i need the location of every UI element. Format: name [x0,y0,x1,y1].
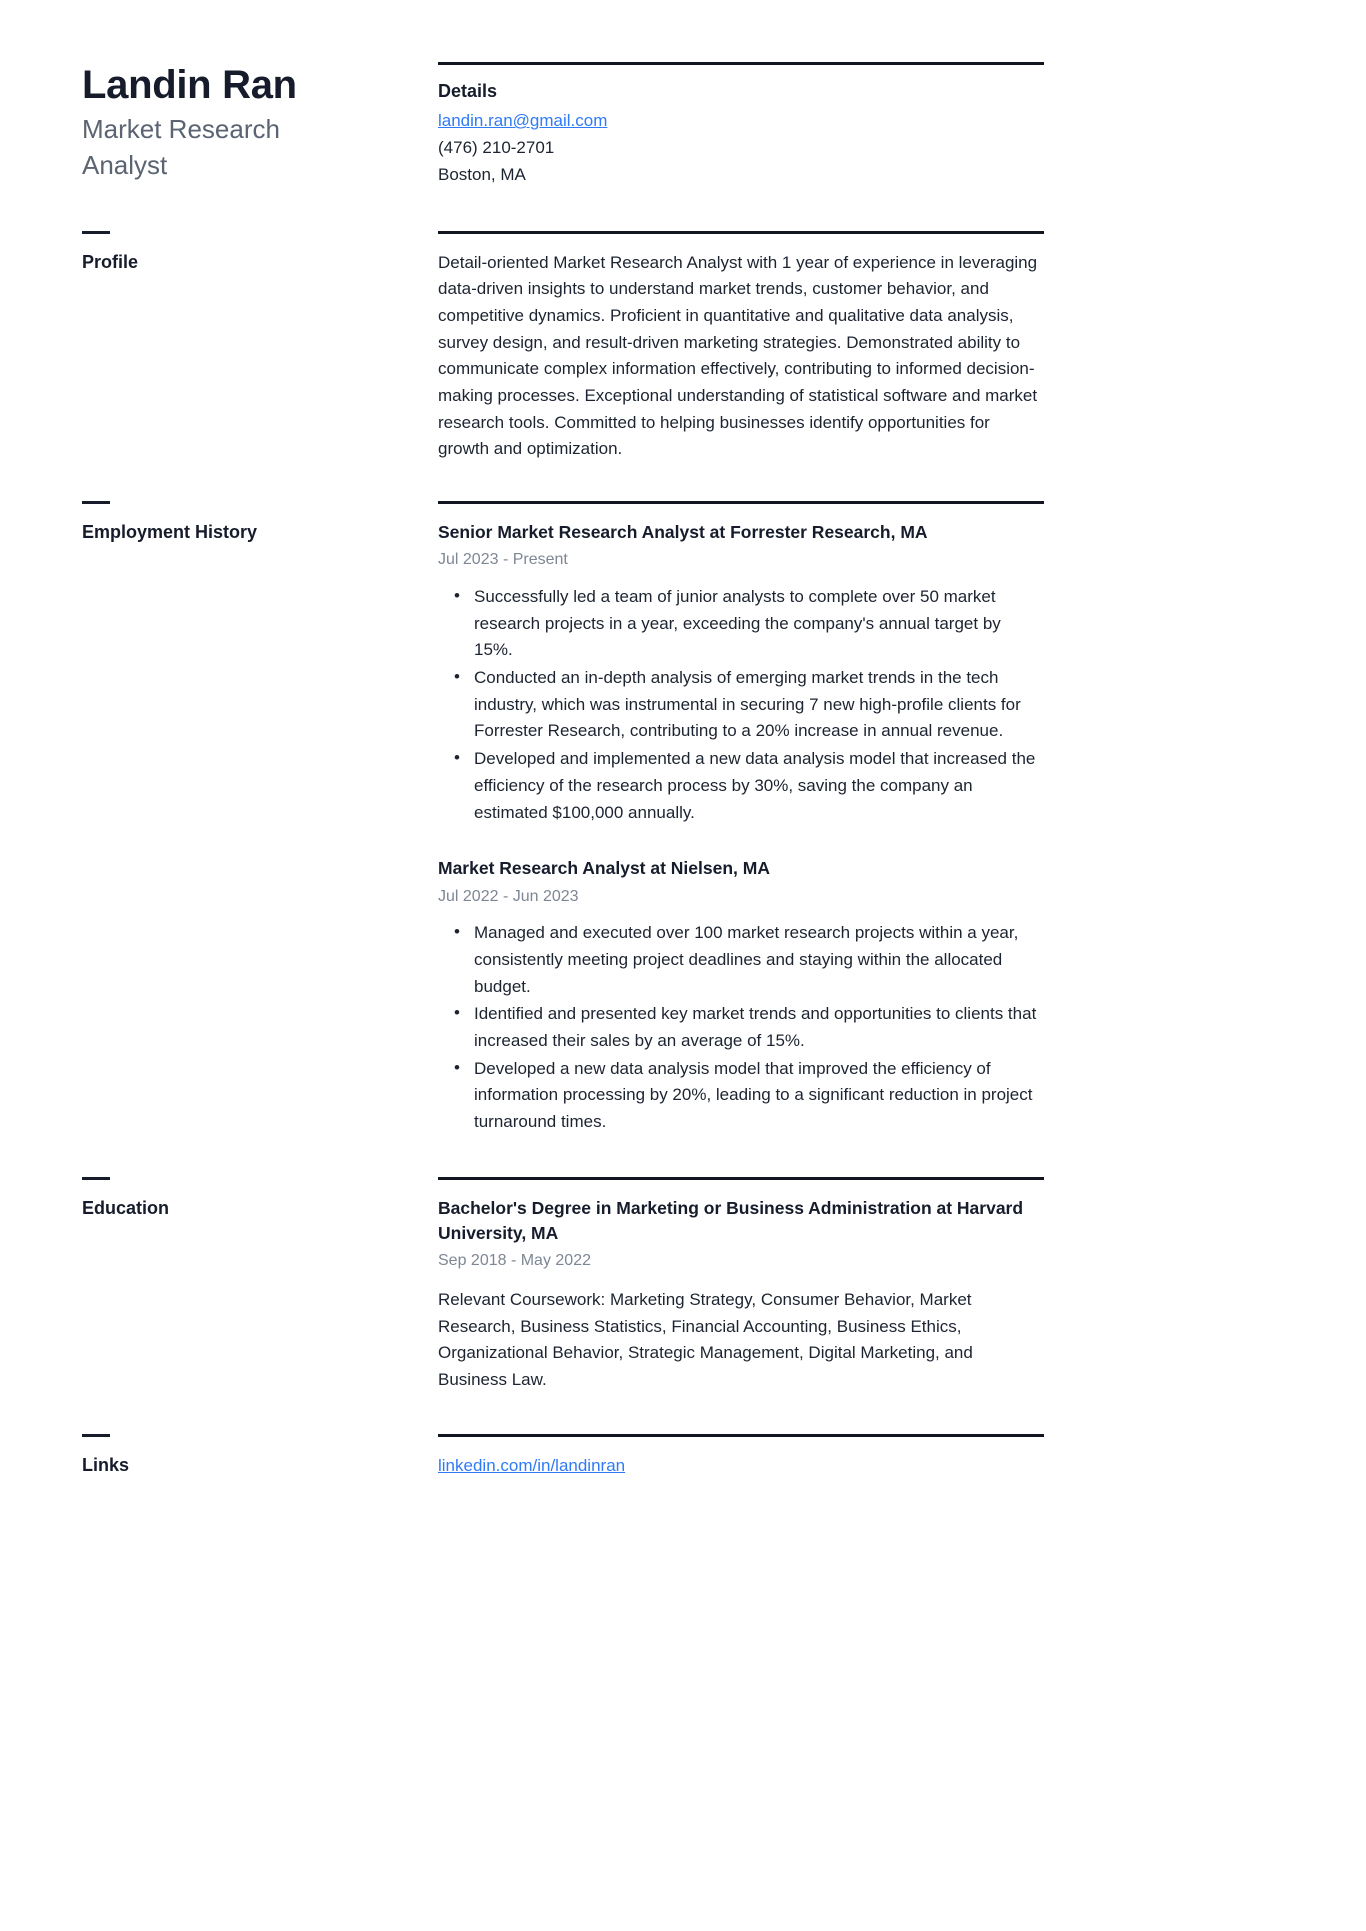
details-column [438,62,1044,189]
employment-entry [438,856,1044,1135]
section-dash-icon [82,1434,110,1437]
employment-date: Jul 2023 - Present [438,551,568,569]
employment-title: Market Research Analyst at Nielsen, MA [438,858,770,879]
employment-entry [438,520,1044,826]
details-email-row [438,108,1044,135]
page-title: Landin Ran [82,63,297,107]
sidebar-item-employment-history: Employment History [82,522,258,543]
education-body-column [438,1177,1044,1394]
section-dash-icon [82,501,110,504]
email-link[interactable]: landin.ran@gmail.com [438,111,608,130]
profile-text: Detail-oriented Market Research Analyst with 1 year of experience in leveraging data-driven insights to understand market trends, customer behavior, and competitive dynamics. Proficient in quantitative and qualitative data analysis, survey design, and result-driven marketing strategies. Demonstrated ability to communicate complex information effectively, contributing to informed decision-making processes. Exceptional understanding of statistical software and market research tools. Committed to helping businesses identify opportunities for growth and optimization. [438,252,1038,459]
links-body-column [438,1434,1044,1480]
links-section [82,1434,1044,1480]
list-item: • Managed and executed over 100 market research projects within a year, consistently meeting project deadlines and staying within the allocated budget. [474,920,1044,1000]
education-description: Relevant Coursework: Marketing Strategy, Consumer Behavior, Market Research, Business Statistics, Financial Accounting, Business Ethics, Organizational Behavior, Strategic Management, Digital Marketing, and Business Law. [438,1290,973,1390]
employment-label-column [82,501,438,544]
header-job-title: Market Research Analyst [82,114,280,180]
list-item: • Identified and presented key market trends and opportunities to clients that increased their sales by an average of 15%. [474,1001,1044,1054]
list-item: • Conducted an in-depth analysis of emerging market trends in the tech industry, which was instrumental in securing 7 new high-profile clients for Forrester Research, contributing to a 20% increase in annual revenue. [474,665,1044,745]
sidebar-item-education: Education [82,1197,170,1218]
details-heading: Details [438,81,498,101]
name-block [82,62,414,183]
education-entry [438,1196,1044,1394]
details-location: Boston, MA [438,164,526,184]
links-label-column [82,1434,438,1477]
sidebar-item-profile: Profile [82,251,139,272]
education-label-column [82,1177,438,1220]
profile-section [82,231,1044,464]
section-dash-icon [82,231,110,234]
profile-body-column [438,231,1044,464]
list-item: • Developed a new data analysis model that improved the efficiency of information processing by 20%, leading to a significant reduction in project turnaround times. [474,1056,1044,1136]
education-date: Sep 2018 - May 2022 [438,1252,591,1270]
list-item: • Successfully led a team of junior analysts to complete over 50 market research projects in a year, exceeding the company's annual target by 15%. [474,584,1044,664]
sidebar-item-links: Links [82,1454,130,1475]
education-section [82,1177,1044,1394]
employment-date: Jul 2022 - Jun 2023 [438,887,579,905]
header-details-section [82,62,1044,189]
linkedin-link[interactable]: linkedin.com/in/landinran [438,1455,626,1475]
profile-label-column [82,231,438,274]
details-phone: (476) 210-2701 [438,137,555,157]
employment-bullet-list [438,920,1044,1136]
name-column [82,62,438,187]
section-dash-icon [82,1177,110,1180]
list-item: • Developed and implemented a new data analysis model that increased the efficiency of the research process by 30%, saving the company an estimated $100,000 annually. [474,746,1044,826]
employment-section [82,501,1044,1137]
education-title: Bachelor's Degree in Marketing or Business Administration at Harvard University, MA [438,1197,1024,1244]
employment-bullet-list [438,584,1044,826]
employment-title: Senior Market Research Analyst at Forrester Research, MA [438,522,928,543]
employment-body-column [438,501,1044,1137]
